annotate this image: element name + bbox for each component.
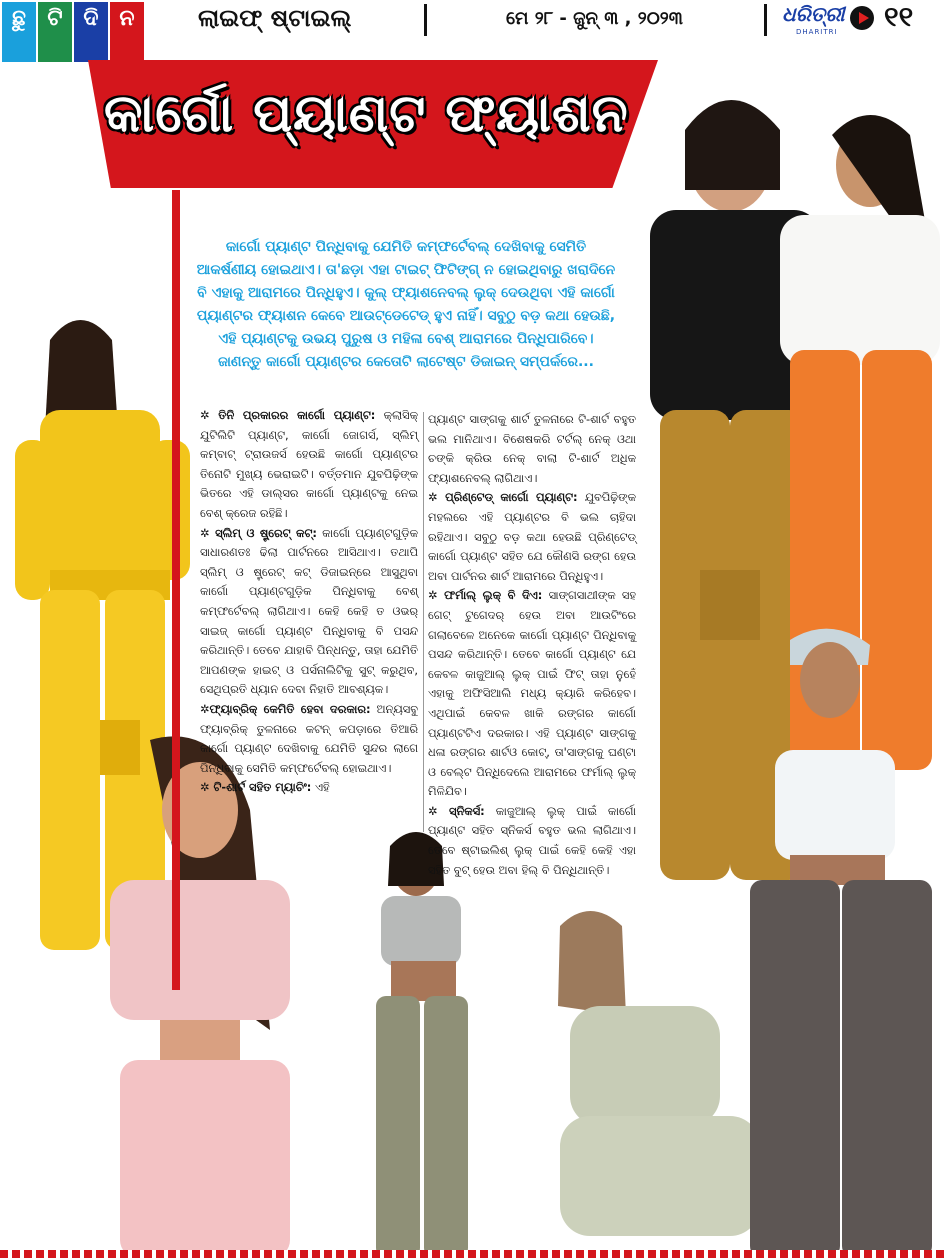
newspaper-logo: ଧରିତ୍ରୀ — [782, 2, 845, 26]
intro-paragraph: କାର୍ଗୋ ପ୍ୟାଣ୍ଟ ପିନ୍ଧିବାକୁ ଯେମିତି କମ୍ଫର୍ଟେବଲ୍ ଦେଖିବାକୁ ସେମିତି ଆକର୍ଷଣୀୟ ହୋଇଥାଏ। ତା'ଛଡ଼ା ଏହା ଟାଇଟ୍ ଫିଟିଙ୍ଗ୍ ନ ହୋଇଥିବାରୁ ଖରାଦିନେ ବି ଏହାକୁ ଆରାମରେ ପିନ୍ଧିହୁଏ। କୁଲ୍ ଫ୍ୟାଶନେବଲ୍ ଲୁକ୍ ଦେଉଥିବା ଏହି କାର୍ଗୋ ପ୍ୟାଣ୍ଟର ଫ୍ୟାଶନ କେବେ ଆଉଟ୍‌ଡେଟେଡ୍ ହୁଏ ନାହିଁ। ସବୁଠୁ ବଡ଼ କଥା ହେଉଛି, ଏହି ପ୍ୟାଣ୍ଟକୁ ଉଭୟ ପୁରୁଷ ଓ ମହିଳା ବେଶ୍ ଆରାମରେ ପିନ୍ଧିପାରିବେ। ଜାଣନ୍ତୁ କାର୍ଗୋ ପ୍ୟାଣ୍ଟର କେତୋଟି ଲାଟେଷ୍ଟ ଡିଜାଇନ୍ ସମ୍ପର୍କରେ... — [196, 239, 616, 370]
paragraph — [428, 410, 636, 488]
accent-bar-left — [172, 190, 180, 990]
model-grey-pants-figure — [720, 620, 945, 1258]
paragraph — [200, 700, 418, 778]
paragraph-text: ପ୍ୟାଣ୍ଟ ସାଙ୍ଗକୁ ଶାର୍ଟ ତୁଳନାରେ ଟି-ଶାର୍ଟ ବହୁତ ଭଲ ମାନିଥାଏ। ବିଶେଷକରି ଟର୍ଟଲ୍ ନେକ୍ ଓଥା ଚଙ୍କି କ୍ରିଉ ନେକ୍ ବାଲା ଟି-ଶାର୍ଟ ଅଧିକ ଫ୍ୟାଶନେବଲ୍ ଲାଗିଥାଏ। — [428, 412, 636, 485]
brand-letters — [2, 2, 144, 62]
paragraph-text: କାର୍ଗୋ ପ୍ୟାଣ୍ଟଗୁଡ଼ିକ ସାଧାରଣତଃ ଢିଲା ପାର୍ଟନରେ ଆସିଥାଏ। ତଥାପି ସ୍ଲିମ୍ ଓ ଷ୍ଟ୍ରେଟ୍ କଟ୍ ଡିଜାଇନ୍‌ରେ ଆସୁଥିବା କାର୍ଗୋ ପ୍ୟାଣ୍ଟଗୁଡ଼ିକ ପିନ୍ଧିବାକୁ ବେଶ୍ କମ୍ଫର୍ଟେବଲ୍ ଲାଗିଥାଏ। କେହି କେହି ତ ଓଭର୍ ସାଇଜ୍ କାର୍ଗୋ ପ୍ୟାଣ୍ଟ ପିନ୍ଧିବାକୁ ବି ପସନ୍ଦ କରିଥାନ୍ତି। ତେବେ ଯାହାବି ପିନ୍ଧନ୍ତୁ, ତାହା ଯେମିତି ଆପଣଙ୍କ ହାଇଟ୍ ଓ ପର୍ସନାଲିଟିକୁ ସୁଟ୍ କରୁଥିବ, ସେଥିପ୍ରତି ଧ୍ୟାନ ଦେବା ନିହାତି ଆବଶ୍ୟକ। — [200, 525, 419, 697]
paragraph — [200, 524, 418, 700]
brand-letter-3: ଦି — [74, 2, 108, 62]
issue-date: ମେ ୨୮ - ଜୁନ୍ ୩ , ୨୦୨୩ — [506, 8, 683, 29]
page-number: ୧୧ — [884, 0, 914, 33]
headline: କାର୍ଗୋ ପ୍ୟାଣ୍ଟ ଫ୍ୟାଶନ — [104, 84, 629, 144]
paragraph-text: ଯୁବପିଢ଼ିଙ୍କ ମହଲରେ ଏହି ପ୍ୟାଣ୍ଟର ବି ଭଲ ଚାହିଦା ରହିଥାଏ। ସବୁଠୁ ବଡ଼ କଥା ହେଉଛି ପ୍ରିଣ୍ଟେଡ୍ କାର୍ଗୋ ପ୍ୟାଣ୍ଟ ସହିତ ଯେ କୌଣସି ରଙ୍ଗ ହେଉ ଅବା ପାର୍ଟନର ଶାର୍ଟ ଆରାମରେ ପିନ୍ଧିହୁଏ। — [428, 490, 636, 583]
paragraph-text: ଏହି — [311, 780, 330, 795]
article-column-right — [428, 410, 636, 880]
paragraph-text: କାଜୁଆଲ୍ ଲୁକ୍ ପାଇଁ କାର୍ଗୋ ପ୍ୟାଣ୍ଟ ସହିତ ସ୍ନିକର୍ସ ବହୁତ ଭଲ ଲାଗିଥାଏ। ତେବେ ଷ୍ଟାଇଲିଶ୍ ଲୁକ୍ ପାଇଁ କେହି କେହି ଏହା ସହିତ ବୁଟ୍ ହେଉ ଅବା ହିଲ୍ ବି ପିନ୍ଧିଥାନ୍ତି। — [428, 803, 636, 877]
brand-letter-4: ନ — [110, 2, 144, 62]
brand-letter-1: ଛୁ — [2, 2, 36, 62]
paragraph-heading: ✲ ସ୍ନିକର୍ସ: — [428, 803, 485, 818]
model-khaki-pants-figure — [336, 826, 496, 1258]
paragraph-heading: ✲ଫ୍ୟାବ୍ରିକ୍ କେମିତି ହେବା ଦରକାର: — [200, 701, 371, 716]
paragraph-heading: ✲ ଟି-ଶାର୍ଟ ସହିତ ମ୍ୟାଚିଂ: — [200, 780, 312, 795]
section-title: ଲାଇଫ୍ ଷ୍ଟାଇଲ୍ — [198, 4, 352, 32]
paragraph-heading: ✲ ପ୍ରିଣ୍ଟେଡ୍ କାର୍ଗୋ ପ୍ୟାଣ୍ଟ: — [428, 490, 578, 505]
paragraph-heading: ✲ ଫର୍ମାଲ୍ ଲୁକ୍ ବି ଦିଏ: — [428, 588, 543, 603]
brand-letter-2: ଟି — [38, 2, 72, 62]
paragraph-text: ଅନ୍ୟସବୁ ଫ୍ୟାବ୍ରିକ୍ ତୁଳନାରେ କଟନ୍ କପଡ଼ାରେ ତିଆରି କାର୍ଗୋ ପ୍ୟାଣ୍ଟ ଦେଖିବାକୁ ଯେମିତି ସୁନ୍ଦର ଲାଗେ ପିନ୍ଧିବାକୁ ସେମିତି କମ୍ଫର୍ଟେବଲ୍ ହୋଇଥାଏ। — [200, 701, 418, 775]
divider — [764, 4, 767, 36]
paragraph — [200, 406, 418, 524]
divider — [424, 4, 427, 36]
column-divider — [423, 412, 424, 832]
paragraph-text: ସାଙ୍ଗସାଥୀଙ୍କ ସହ ଗେଟ୍ ଟୁଗେଦର୍ ହେଉ ଅବା ଆଉଟିଂରେ ଗଲାବେଳେ ଅନେକେ କାର୍ଗୋ ପ୍ୟାଣ୍ଟ ପିନ୍ଧିବାକୁ ପସନ୍ଦ କରିଥାନ୍ତି। ତେବେ କାର୍ଗୋ ପ୍ୟାଣ୍ଟ ଯେ କେବଳ କାଜୁଆଲ୍ ଲୁକ୍ ପାଇଁ ଫିଟ୍ ତାହା ନୁହେଁ ଏହାକୁ ଅଫିସିଆଲି ମଧ୍ୟ କ୍ୟାରି କରିହେବ। ଏଥିପାଇଁ କେବଳ ଖାକି ରଙ୍ଗର କାର୍ଗୋ ପ୍ୟାଣ୍ଟଟିଏ ଦରକାର। ଏହି ପ୍ୟାଣ୍ଟ ସାଙ୍ଗକୁ ଧଳା ରଙ୍ଗର ଶାର୍ଟଓ କୋଟ୍, ତା'ସାଙ୍ଗକୁ ଘଣ୍ଟା ଓ ବେଲ୍ଟ ପିନ୍ଧିଦେଲେ ଆରାମରେ ଫର୍ମାଲ୍ ଲୁକ୍ ମିଳିଯିବ। — [428, 588, 636, 799]
paragraph-text: କ୍ଲାସିକ୍ ଯୁଟିଲିଟି ପ୍ୟାଣ୍ଟ, କାର୍ଗୋ ଜୋଗର୍ସ, ସ୍ଲିମ୍ କମ୍ବାଟ୍ ଟ୍ରାଉଜର୍ସ ହେଉଛି କାର୍ଗୋ ପ୍ୟାଣ୍ଟର ତିନୋଟି ମୁଖ୍ୟ ଭେରାଇଟି। ବର୍ତ୍ତମାନ ଯୁବପିଢ଼ିଙ୍କ ଭିତରେ ଏହି ଡାଲ୍ସର କାର୍ଗୋ ପ୍ୟାଣ୍ଟକୁ ନେଇ ବେଶ୍ କ୍ରେଜ ରହିଛି। — [200, 408, 418, 520]
paragraph — [200, 778, 418, 798]
paragraph — [428, 586, 636, 802]
masthead — [0, 0, 945, 46]
paragraph-heading: ✲ ତିନି ପ୍ରକାରର କାର୍ଗୋ ପ୍ୟାଣ୍ଟ: — [200, 408, 376, 422]
paragraph-heading: ✲ ସ୍ଲିମ୍ ଓ ଷ୍ଟ୍ରେଟ୍ କଟ୍: — [200, 525, 317, 540]
paragraph — [428, 802, 636, 880]
article-column-left — [200, 406, 418, 798]
footer-rule — [0, 1250, 945, 1258]
paragraph — [428, 488, 636, 586]
newspaper-logo-sub: DHARITRI — [796, 28, 838, 36]
play-icon — [850, 6, 874, 30]
